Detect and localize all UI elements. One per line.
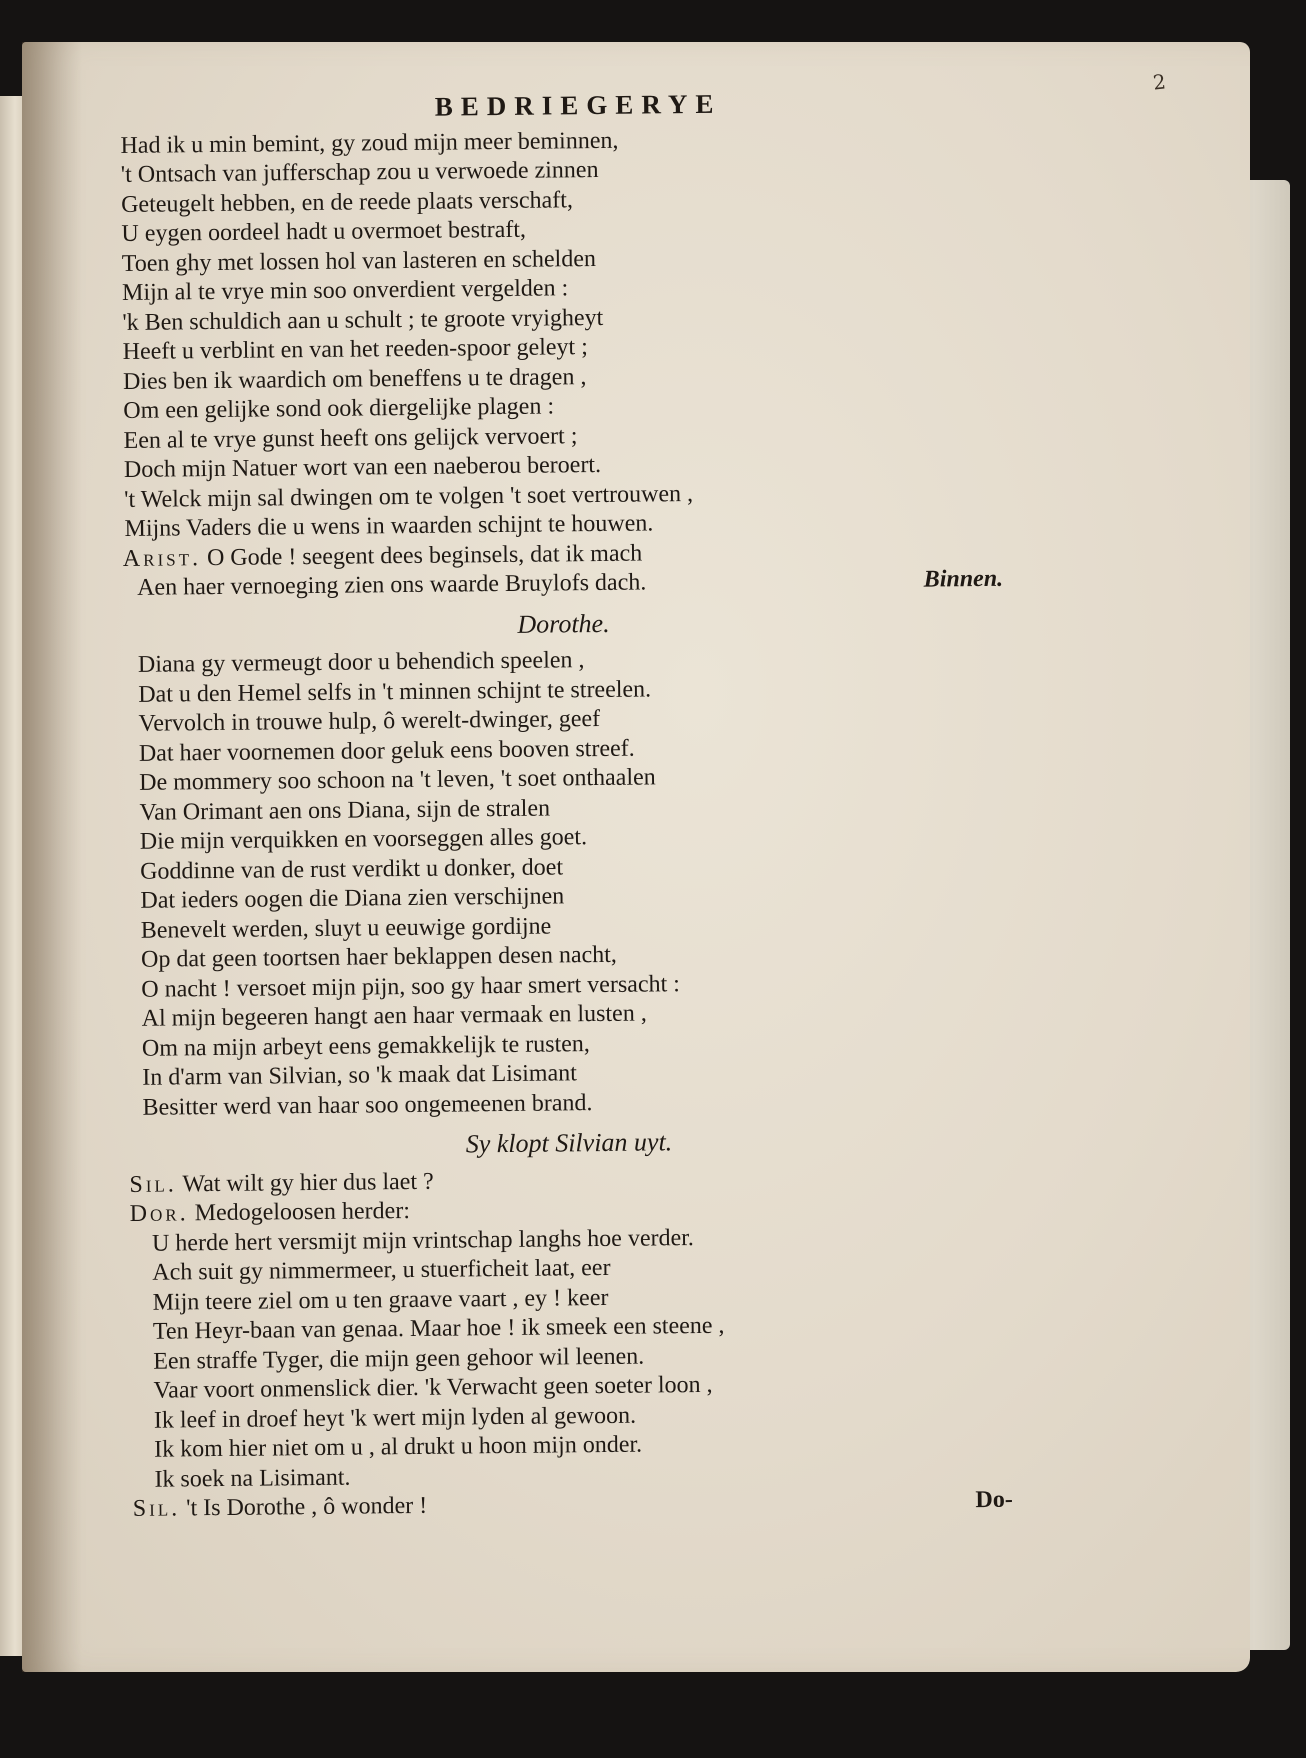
verse-line: Een al te vrye gunst heeft ons gelijck vervoert ; [123, 422, 578, 454]
verse-line: Besitter werd van haar soo ongemeenen brand. [142, 1089, 593, 1121]
verse-line: Wat wilt gy hier dus laet ? [182, 1168, 434, 1197]
verse-line: Op dat geen toortsen haer beklappen desen nacht, [140, 941, 617, 973]
stage-direction: Binnen. [923, 565, 1004, 593]
verse-line: Om een gelijke sond ook diergelijke plagen : [123, 393, 555, 424]
verse-line: Dat haer voornemen door geluk eens booven streef. [138, 735, 635, 767]
verse-line: Goddinne van de rust verdikt u donker, doet [139, 853, 564, 885]
verse-line: Dies ben ik waardich om beneffens u te dragen , [122, 363, 587, 395]
running-head: BEDRIEGERYE [434, 88, 722, 122]
verse-line: Al mijn begeeren hangt aen haar vermaak en lusten , [141, 1000, 647, 1032]
verse-line: Een straffe Tyger, die mijn geen gehoor wil leenen. [153, 1343, 645, 1375]
verse-line: Vervolch in trouwe hulp, ô werelt-dwinger, geef [138, 705, 601, 737]
verse-line: Om na mijn arbeyt eens gemakkelijk te rusten, [141, 1030, 590, 1062]
speaker-heading: Dorothe. [517, 608, 610, 639]
page-number-mark: 2 [1152, 69, 1168, 95]
verse-line: Diana gy vermeugt door u behendich speelen , [137, 647, 585, 678]
catchword: Do- [975, 1486, 1013, 1514]
speaker-label: Arist. [122, 544, 202, 572]
verse-line: Ten Heyr-baan van genaa. Maar hoe ! ik smeek een steene , [152, 1312, 725, 1345]
verse-line: U eygen oordeel hadt u overmoet bestraft, [121, 216, 527, 247]
speaker-label: Sil. [129, 1170, 177, 1198]
verse-line: Aen haer vernoeging zien ons waarde Bruylofs dach. [137, 569, 647, 601]
page-gutter-shadow [22, 42, 82, 1672]
verse-line: Mijn al te vrye min soo onverdient vergelden : [121, 275, 569, 306]
verse-line: Doch mijn Natuer wort van een naeberou beroert. [123, 451, 602, 483]
verse-line: Geteugelt hebben, en de reede plaats verschaft, [120, 186, 574, 218]
verse-line: Mijn teere ziel om u ten graave vaart , ey ! keer [152, 1284, 609, 1316]
verse-line: Ach suit gy nimmermeer, u stuerficheit laat, eer [152, 1254, 611, 1286]
verse-line: O nacht ! versoet mijn pijn, soo gy haar smert versacht : [141, 970, 680, 1003]
verse-line: O Gode ! seegent dees beginsels, dat ik mach [206, 540, 643, 571]
verse-line: Heeft u verblint en van het reeden-spoor geleyt ; [122, 334, 588, 365]
verse-section-3 [130, 1220, 1013, 1495]
verse-line: Ik soek na Lisimant. [154, 1464, 351, 1493]
verse-line: 't Welck mijn sal dwingen om te volgen 't soet vertrouwen , [124, 480, 694, 513]
verse-line: Medogeloosen herder: [194, 1198, 411, 1227]
verse-line: 't Is Dorothe , ô wonder ! [186, 1492, 428, 1522]
verse-section-1 [118, 122, 1002, 544]
verse-line: In d'arm van Silvian, so 'k maak dat Lisimant [142, 1060, 577, 1091]
verse-line: Dat ieders oogen die Diana zien verschijnen [140, 883, 565, 914]
verse-line: Die mijn verquikken en voorseggen alles goet. [139, 824, 588, 855]
speaker-label: Sil. [132, 1495, 181, 1522]
verse-line: Dat u den Hemel selfs in 't minnen schijnt te streelen. [138, 675, 652, 708]
verse-line: Benevelt werden, sluyt u eeuwige gordijne [140, 913, 552, 944]
verse-line: 't Ontsach van jufferschap zou u verwoede zinnen [120, 156, 599, 188]
verse-line: 'k Ben schuldich aan u schult ; te groote vryigheyt [122, 304, 604, 336]
verse-line: Van Orimant aen ons Diana, sijn de stralen [139, 795, 551, 826]
verse-line: Mijns Vaders die u wens in waarden schijnt te houwen. [124, 510, 654, 542]
printed-text [118, 87, 1013, 1525]
verse-line: Had ik u min bemint, gy zoud mijn meer beminnen, [120, 127, 619, 159]
verse-line: Vaar voort onmenslick dier. 'k Verwacht geen soeter loon , [153, 1371, 713, 1404]
verse-line: Toen ghy met lossen hol van lasteren en schelden [121, 245, 597, 277]
verse-line: De mommery soo schoon na 't leven, 't soet onthaalen [139, 764, 656, 796]
speaker-label: Dor. [129, 1200, 189, 1227]
verse-line: Ik kom hier niet om u , al drukt u hoon mijn onder. [154, 1431, 643, 1463]
verse-line: Ik leef in droef heyt 'k wert mijn lyden al gewoon. [153, 1402, 637, 1434]
verse-line: U herde hert versmijt mijn vrintschap langhs hoe verder. [151, 1224, 694, 1257]
stage-heading: Sy klopt Silvian uyt. [465, 1127, 673, 1159]
verse-section-2 [124, 642, 1009, 1123]
